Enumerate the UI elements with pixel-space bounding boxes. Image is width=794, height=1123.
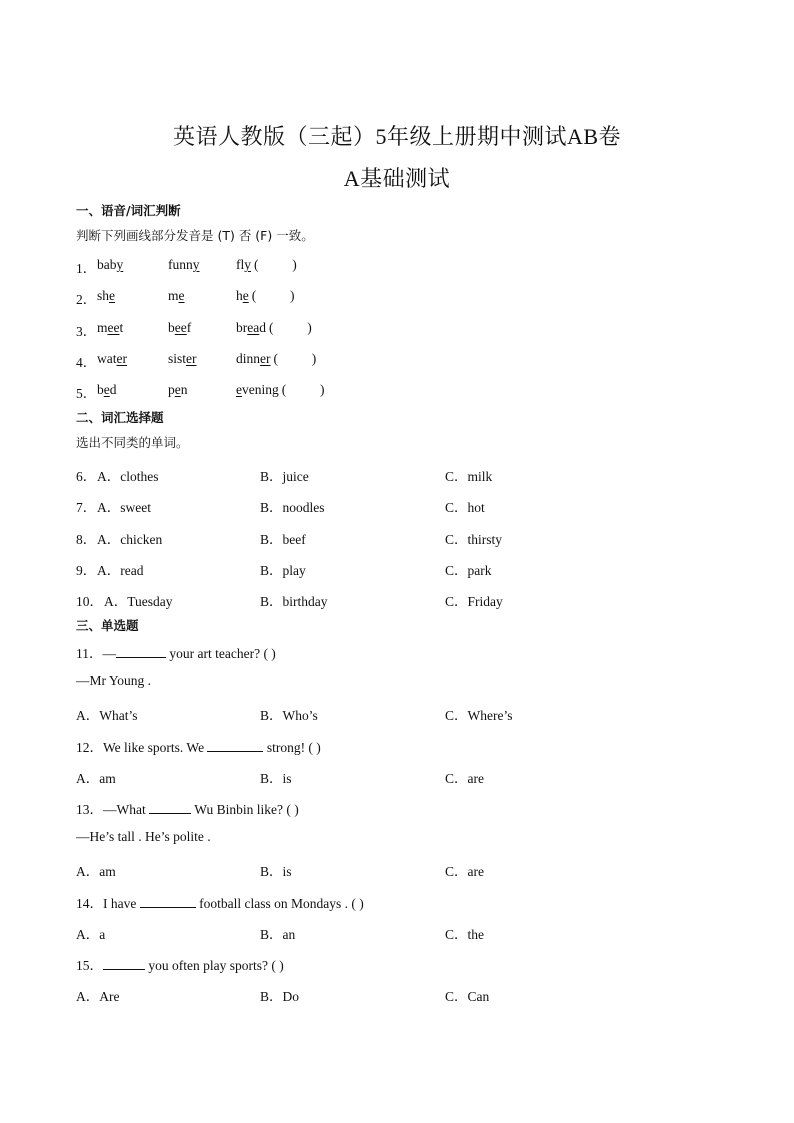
question-12-prefix: 12．We like sports. We	[76, 740, 208, 755]
option-a[interactable]: A．chicken	[97, 532, 163, 547]
option-c[interactable]: C．the	[445, 927, 484, 942]
question-14-text: football class on Mondays . ( )	[195, 896, 364, 911]
page-title: 英语人教版（三起）5年级上册期中测试AB卷	[172, 124, 622, 149]
question-14	[76, 892, 364, 912]
option-a[interactable]: A．read	[97, 563, 144, 578]
option-c[interactable]: C．park	[445, 563, 492, 578]
item-number: 2．	[76, 292, 97, 307]
phonics-word	[236, 351, 316, 367]
word-part: h	[236, 288, 243, 303]
item-number: 8．	[76, 532, 97, 547]
answer-parentheses[interactable]: ( )	[273, 351, 317, 366]
item-number: 1．	[76, 261, 97, 276]
item-number: 9．	[76, 563, 97, 578]
question-12-options	[76, 767, 716, 785]
question-11-answer: —Mr Young .	[76, 673, 152, 688]
word-part: m	[97, 320, 108, 335]
option-a[interactable]: A．clothes	[97, 469, 159, 484]
question-13-options	[76, 860, 716, 878]
section-instruction-vocab: 选出不同类的单词。	[76, 435, 189, 450]
answer-parentheses[interactable]: ( )	[251, 288, 295, 303]
word-part: funn	[168, 257, 193, 272]
question-14-options	[76, 923, 716, 941]
item-number: 4．	[76, 355, 97, 370]
option-c[interactable]: C．hot	[445, 500, 485, 515]
underlined-letters: e	[109, 288, 116, 303]
option-c[interactable]: C．thirsty	[445, 532, 503, 547]
underlined-letters: e	[236, 382, 242, 397]
option-c[interactable]: C．Where’s	[445, 708, 513, 723]
underlined-letters: er	[260, 351, 271, 366]
question-11-options	[76, 704, 716, 722]
phonics-word	[97, 257, 123, 273]
question-12	[76, 736, 321, 756]
answer-blank[interactable]	[207, 739, 263, 752]
option-a[interactable]: A．a	[76, 927, 106, 942]
section-heading-vocab: 二、词汇选择题	[76, 410, 164, 425]
underlined-letters: y	[192, 257, 200, 272]
question-11-text: your art teacher? ( )	[166, 646, 276, 661]
option-c[interactable]: C．Can	[445, 989, 490, 1004]
option-c[interactable]: C．are	[445, 771, 484, 786]
item-number: 3．	[76, 324, 97, 339]
underlined-letters: e	[103, 382, 110, 397]
word-part: bab	[97, 257, 117, 272]
phonics-word	[97, 320, 123, 336]
option-a[interactable]: A．What’s	[76, 708, 138, 723]
question-15	[76, 954, 284, 974]
phonics-word	[97, 288, 115, 304]
underlined-letters: y	[244, 257, 251, 272]
vocab-item	[76, 496, 716, 514]
question-13-answer: —He’s tall . He’s polite .	[76, 829, 211, 844]
answer-blank[interactable]	[140, 895, 196, 908]
option-b[interactable]: B．an	[260, 927, 296, 942]
word-part: f	[186, 320, 192, 335]
option-b[interactable]: B．play	[260, 563, 306, 578]
word-part: vening	[242, 382, 279, 397]
item-number: 5．	[76, 386, 97, 401]
phonics-item	[76, 351, 376, 369]
phonics-word	[236, 320, 312, 336]
underlined-letters: ee	[174, 320, 187, 335]
word-part: p	[168, 382, 175, 397]
item-number: 10．	[76, 594, 103, 609]
underlined-letters: ee	[107, 320, 120, 335]
answer-blank[interactable]	[149, 801, 191, 814]
vocab-item	[76, 465, 716, 483]
phonics-word	[97, 351, 127, 367]
option-b[interactable]: B．is	[260, 771, 292, 786]
option-a[interactable]: A．Tuesday	[104, 594, 173, 609]
question-13-prefix: 13．—What	[76, 802, 150, 817]
item-number: 7．	[76, 500, 97, 515]
question-13-text: Wu Binbin like? ( )	[191, 802, 299, 817]
option-b[interactable]: B．noodles	[260, 500, 325, 515]
underlined-letters: e	[242, 288, 249, 303]
phonics-word	[236, 382, 325, 398]
answer-parentheses[interactable]: ( )	[254, 257, 297, 272]
question-14-prefix: 14．I have	[76, 896, 140, 911]
vocab-item	[76, 590, 716, 608]
question-15-text: you often play sports? ( )	[145, 958, 284, 973]
phonics-item	[76, 382, 376, 400]
option-c[interactable]: C．Friday	[445, 594, 503, 609]
phonics-word	[168, 382, 188, 398]
question-15-options	[76, 985, 716, 1003]
phonics-item	[76, 288, 376, 306]
page-subtitle: A基础测试	[343, 166, 451, 191]
question-11	[76, 642, 276, 662]
phonics-word	[236, 257, 297, 273]
word-part: sh	[97, 288, 110, 303]
section-heading-phonics: 一、语音/词汇判断	[76, 203, 181, 218]
word-part: d	[259, 320, 266, 335]
option-b[interactable]: B．Who’s	[260, 708, 318, 723]
word-part: dinn	[236, 351, 261, 366]
vocab-item	[76, 528, 716, 546]
answer-parentheses[interactable]: ( )	[281, 382, 325, 397]
word-part: b	[97, 382, 104, 397]
option-b[interactable]: B．birthday	[260, 594, 328, 609]
phonics-item	[76, 257, 376, 275]
option-a[interactable]: A．am	[76, 771, 116, 786]
question-13	[76, 798, 299, 818]
word-part: b	[168, 320, 175, 335]
phonics-word	[168, 257, 200, 273]
option-b[interactable]: B．is	[260, 864, 292, 879]
question-15-prefix: 15．	[76, 958, 103, 973]
word-part: t	[119, 320, 124, 335]
section-instruction-phonics: 判断下列画线部分发音是 (T) 否 (F) 一致。	[76, 228, 314, 243]
word-part: d	[109, 382, 117, 397]
option-c[interactable]: C．milk	[445, 469, 493, 484]
underlined-letters: er	[186, 351, 197, 366]
option-a[interactable]: A．Are	[76, 989, 120, 1004]
option-a[interactable]: A．am	[76, 864, 116, 879]
question-12-text: strong! ( )	[263, 740, 321, 755]
word-part: br	[236, 320, 248, 335]
word-part: sist	[168, 351, 187, 366]
question-11-prefix: 11．—	[76, 646, 116, 661]
word-part: n	[180, 382, 188, 397]
answer-blank[interactable]	[116, 645, 166, 658]
answer-blank[interactable]	[103, 957, 145, 970]
answer-parentheses[interactable]: ( )	[268, 320, 312, 335]
option-a[interactable]: A．sweet	[97, 500, 151, 515]
phonics-word	[168, 288, 185, 304]
underlined-letters: er	[116, 351, 127, 366]
word-part: fl	[236, 257, 245, 272]
underlined-letters: ea	[247, 320, 260, 335]
word-part: wat	[97, 351, 117, 366]
phonics-word	[97, 382, 117, 398]
option-b[interactable]: B．Do	[260, 989, 300, 1004]
phonics-word	[236, 288, 295, 304]
section-heading-mc: 三、单选题	[76, 618, 139, 633]
word-part: m	[168, 288, 179, 303]
underlined-letters: e	[178, 288, 185, 303]
item-number: 6．	[76, 469, 97, 484]
underlined-letters: y	[116, 257, 124, 272]
phonics-item	[76, 320, 376, 338]
option-b[interactable]: B．juice	[260, 469, 309, 484]
option-b[interactable]: B．beef	[260, 532, 306, 547]
underlined-letters: e	[174, 382, 181, 397]
option-c[interactable]: C．are	[445, 864, 484, 879]
vocab-item	[76, 559, 716, 577]
phonics-word	[168, 351, 197, 367]
phonics-word	[168, 320, 191, 336]
